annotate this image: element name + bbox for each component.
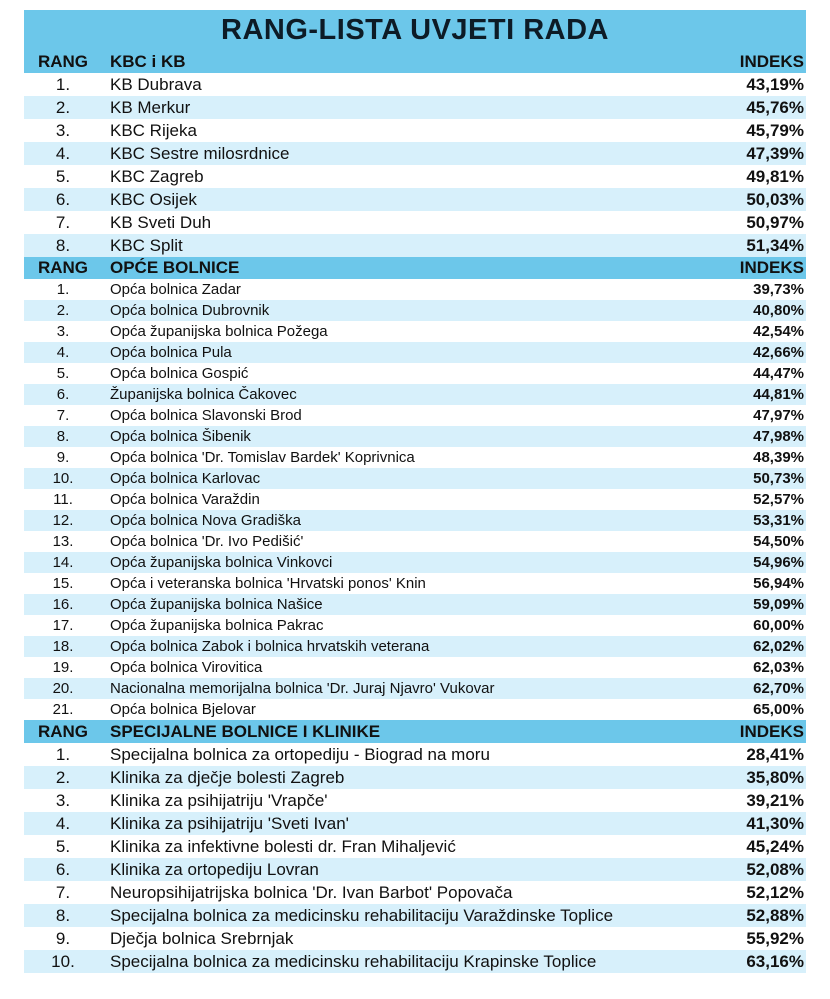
column-header-rang: RANG: [37, 721, 89, 741]
index-cell: 45,79%: [746, 120, 804, 140]
rank-cell: 10.: [51, 951, 75, 971]
section-kbc-kb: [24, 50, 806, 257]
rank-cell: 17.: [52, 617, 74, 634]
index-cell: 42,66%: [753, 344, 804, 361]
ranking-table: [24, 10, 806, 973]
rank-cell: 15.: [52, 575, 74, 592]
page-title: RANG-LISTA UVJETI RADA: [24, 10, 806, 50]
rank-cell: 2.: [56, 302, 70, 319]
rank-cell: 21.: [52, 701, 74, 718]
index-cell: 50,73%: [753, 470, 804, 487]
table-row: [24, 904, 806, 927]
index-cell: 47,39%: [746, 143, 804, 163]
name-cell: Dječja bolnica Srebrnjak: [110, 928, 294, 948]
index-cell: 45,76%: [746, 97, 804, 117]
index-cell: 56,94%: [753, 575, 804, 592]
index-cell: 45,24%: [746, 836, 804, 856]
table-row: [24, 812, 806, 835]
name-cell: Opća i veteranska bolnica 'Hrvatski ponos' Knin: [110, 575, 426, 592]
table-row: [24, 384, 806, 405]
table-row: [24, 405, 806, 426]
index-cell: 52,08%: [746, 859, 804, 879]
rank-cell: 7.: [55, 882, 71, 902]
rank-cell: 7.: [55, 212, 71, 232]
table-row: [24, 699, 806, 720]
name-cell: Specijalna bolnica za ortopediju - Biograd na moru: [110, 744, 490, 764]
column-header-indeks: INDEKS: [739, 51, 804, 71]
name-cell: Opća bolnica Dubrovnik: [110, 302, 270, 319]
table-row: [24, 743, 806, 766]
column-header-indeks: INDEKS: [739, 721, 804, 741]
section-header: [24, 50, 806, 73]
column-header-indeks: INDEKS: [739, 258, 804, 277]
name-cell: Opća bolnica Gospić: [110, 365, 249, 382]
table-row: [24, 426, 806, 447]
table-row: [24, 927, 806, 950]
index-cell: 50,03%: [746, 189, 804, 209]
name-cell: KB Dubrava: [110, 74, 202, 94]
name-cell: KBC Osijek: [110, 189, 197, 209]
index-cell: 52,88%: [746, 905, 804, 925]
rank-cell: 6.: [56, 386, 70, 403]
name-cell: Klinika za infektivne bolesti dr. Fran Mihaljević: [110, 836, 456, 856]
name-cell: Opća bolnica Nova Gradiška: [110, 512, 301, 529]
name-cell: Klinika za ortopediju Lovran: [110, 859, 319, 879]
table-row: [24, 468, 806, 489]
table-row: [24, 552, 806, 573]
table-row: [24, 489, 806, 510]
rank-cell: 8.: [55, 905, 71, 925]
rank-cell: 9.: [55, 928, 71, 948]
name-cell: Opća bolnica 'Dr. Tomislav Bardek' Koprivnica: [110, 449, 415, 466]
section-header: [24, 720, 806, 743]
rank-cell: 5.: [56, 365, 70, 382]
column-header-rang: RANG: [37, 258, 89, 277]
name-cell: Specijalna bolnica za medicinsku rehabilitaciju Krapinske Toplice: [110, 951, 597, 971]
rank-cell: 13.: [52, 533, 74, 550]
name-cell: Opća bolnica Karlovac: [110, 470, 261, 487]
index-cell: 59,09%: [753, 596, 804, 613]
name-cell: Opća bolnica Pula: [110, 344, 232, 361]
name-cell: KBC Split: [110, 235, 183, 255]
table-row: [24, 363, 806, 384]
name-cell: Specijalna bolnica za medicinsku rehabilitaciju Varaždinske Toplice: [110, 905, 614, 925]
table-row: [24, 447, 806, 468]
rank-cell: 2.: [55, 767, 71, 787]
table-row: [24, 835, 806, 858]
table-row: [24, 615, 806, 636]
rank-cell: 6.: [55, 859, 71, 879]
index-cell: 52,12%: [746, 882, 804, 902]
section-title: SPECIJALNE BOLNICE I KLINIKE: [110, 721, 381, 741]
rank-cell: 3.: [55, 120, 71, 140]
index-cell: 54,50%: [753, 533, 804, 550]
rank-cell: 10.: [52, 470, 74, 487]
index-cell: 44,47%: [753, 365, 804, 382]
index-cell: 60,00%: [753, 617, 804, 634]
table-row: [24, 142, 806, 165]
index-cell: 47,98%: [753, 428, 804, 445]
index-cell: 62,02%: [753, 638, 804, 655]
rank-cell: 8.: [55, 235, 71, 255]
section-rows: [24, 279, 806, 720]
index-cell: 35,80%: [746, 767, 804, 787]
index-cell: 41,30%: [746, 813, 804, 833]
index-cell: 39,73%: [753, 281, 804, 298]
table-row: [24, 881, 806, 904]
index-cell: 47,97%: [753, 407, 804, 424]
name-cell: Opća bolnica Zabok i bolnica hrvatskih veterana: [110, 638, 430, 655]
rank-cell: 16.: [52, 596, 74, 613]
index-cell: 62,70%: [753, 680, 804, 697]
section-opce-bolnice: [24, 257, 806, 720]
rank-cell: 6.: [55, 189, 71, 209]
rank-cell: 19.: [52, 659, 74, 676]
rank-cell: 3.: [56, 323, 70, 340]
index-cell: 63,16%: [746, 951, 804, 971]
rank-cell: 9.: [56, 449, 70, 466]
name-cell: Opća bolnica 'Dr. Ivo Pedišić': [110, 533, 304, 550]
rank-cell: 5.: [55, 166, 71, 186]
rank-cell: 7.: [56, 407, 70, 424]
table-row: [24, 657, 806, 678]
section-specijalne-bolnice: [24, 720, 806, 973]
table-row: [24, 766, 806, 789]
section-rows: [24, 73, 806, 257]
index-cell: 51,34%: [746, 235, 804, 255]
table-row: [24, 950, 806, 973]
name-cell: Nacionalna memorijalna bolnica 'Dr. Juraj Njavro' Vukovar: [110, 680, 495, 697]
rank-cell: 4.: [55, 143, 71, 163]
rank-cell: 12.: [52, 512, 74, 529]
name-cell: KBC Sestre milosrdnice: [110, 143, 290, 163]
rank-cell: 2.: [55, 97, 71, 117]
rank-cell: 3.: [55, 790, 71, 810]
table-row: [24, 279, 806, 300]
name-cell: Opća bolnica Zadar: [110, 281, 241, 298]
index-cell: 62,03%: [753, 659, 804, 676]
rank-cell: 1.: [55, 744, 71, 764]
column-header-rang: RANG: [37, 51, 89, 71]
table-row: [24, 531, 806, 552]
name-cell: Klinika za psihijatriju 'Sveti Ivan': [110, 813, 349, 833]
rank-cell: 4.: [56, 344, 70, 361]
name-cell: KB Merkur: [110, 97, 191, 117]
name-cell: Opća bolnica Slavonski Brod: [110, 407, 302, 424]
rank-cell: 18.: [52, 638, 74, 655]
table-row: [24, 211, 806, 234]
table-row: [24, 96, 806, 119]
name-cell: Opća bolnica Varaždin: [110, 491, 260, 508]
section-header: [24, 257, 806, 279]
rank-cell: 11.: [53, 491, 73, 508]
name-cell: Opća županijska bolnica Pakrac: [110, 617, 324, 634]
table-row: [24, 573, 806, 594]
index-cell: 52,57%: [753, 491, 804, 508]
name-cell: Opća bolnica Virovitica: [110, 659, 263, 676]
name-cell: Klinika za dječje bolesti Zagreb: [110, 767, 345, 787]
name-cell: KBC Rijeka: [110, 120, 197, 140]
name-cell: Opća bolnica Šibenik: [110, 428, 251, 445]
table-row: [24, 789, 806, 812]
rank-cell: 1.: [55, 74, 71, 94]
table-row: [24, 858, 806, 881]
section-title: OPĆE BOLNICE: [110, 258, 240, 277]
table-row: [24, 73, 806, 96]
table-row: [24, 636, 806, 657]
index-cell: 49,81%: [746, 166, 804, 186]
rank-cell: 8.: [56, 428, 70, 445]
name-cell: Opća županijska bolnica Požega: [110, 323, 328, 340]
index-cell: 44,81%: [753, 386, 804, 403]
table-row: [24, 678, 806, 699]
name-cell: Opća županijska bolnica Našice: [110, 596, 323, 613]
rank-cell: 14.: [52, 554, 74, 571]
name-cell: KB Sveti Duh: [110, 212, 212, 232]
rank-cell: 20.: [52, 680, 74, 697]
index-cell: 48,39%: [753, 449, 804, 466]
name-cell: Neuropsihijatrijska bolnica 'Dr. Ivan Barbot' Popovača: [110, 882, 513, 902]
index-cell: 55,92%: [746, 928, 804, 948]
index-cell: 39,21%: [746, 790, 804, 810]
rank-cell: 1.: [56, 281, 70, 298]
index-cell: 40,80%: [753, 302, 804, 319]
index-cell: 50,97%: [746, 212, 804, 232]
name-cell: Županijska bolnica Čakovec: [110, 386, 297, 403]
table-row: [24, 510, 806, 531]
index-cell: 42,54%: [753, 323, 804, 340]
index-cell: 53,31%: [753, 512, 804, 529]
index-cell: 28,41%: [746, 744, 804, 764]
rank-cell: 4.: [55, 813, 71, 833]
table-row: [24, 234, 806, 257]
rank-cell: 5.: [55, 836, 71, 856]
section-rows: [24, 743, 806, 973]
table-row: [24, 165, 806, 188]
table-row: [24, 188, 806, 211]
name-cell: Opća bolnica Bjelovar: [110, 701, 256, 718]
table-row: [24, 594, 806, 615]
name-cell: KBC Zagreb: [110, 166, 204, 186]
name-cell: Klinika za psihijatriju 'Vrapče': [110, 790, 328, 810]
table-row: [24, 321, 806, 342]
index-cell: 54,96%: [753, 554, 804, 571]
table-row: [24, 300, 806, 321]
section-title: KBC i KB: [110, 51, 186, 71]
index-cell: 43,19%: [746, 74, 804, 94]
index-cell: 65,00%: [753, 701, 804, 718]
table-row: [24, 119, 806, 142]
name-cell: Opća županijska bolnica Vinkovci: [110, 554, 333, 571]
table-row: [24, 342, 806, 363]
